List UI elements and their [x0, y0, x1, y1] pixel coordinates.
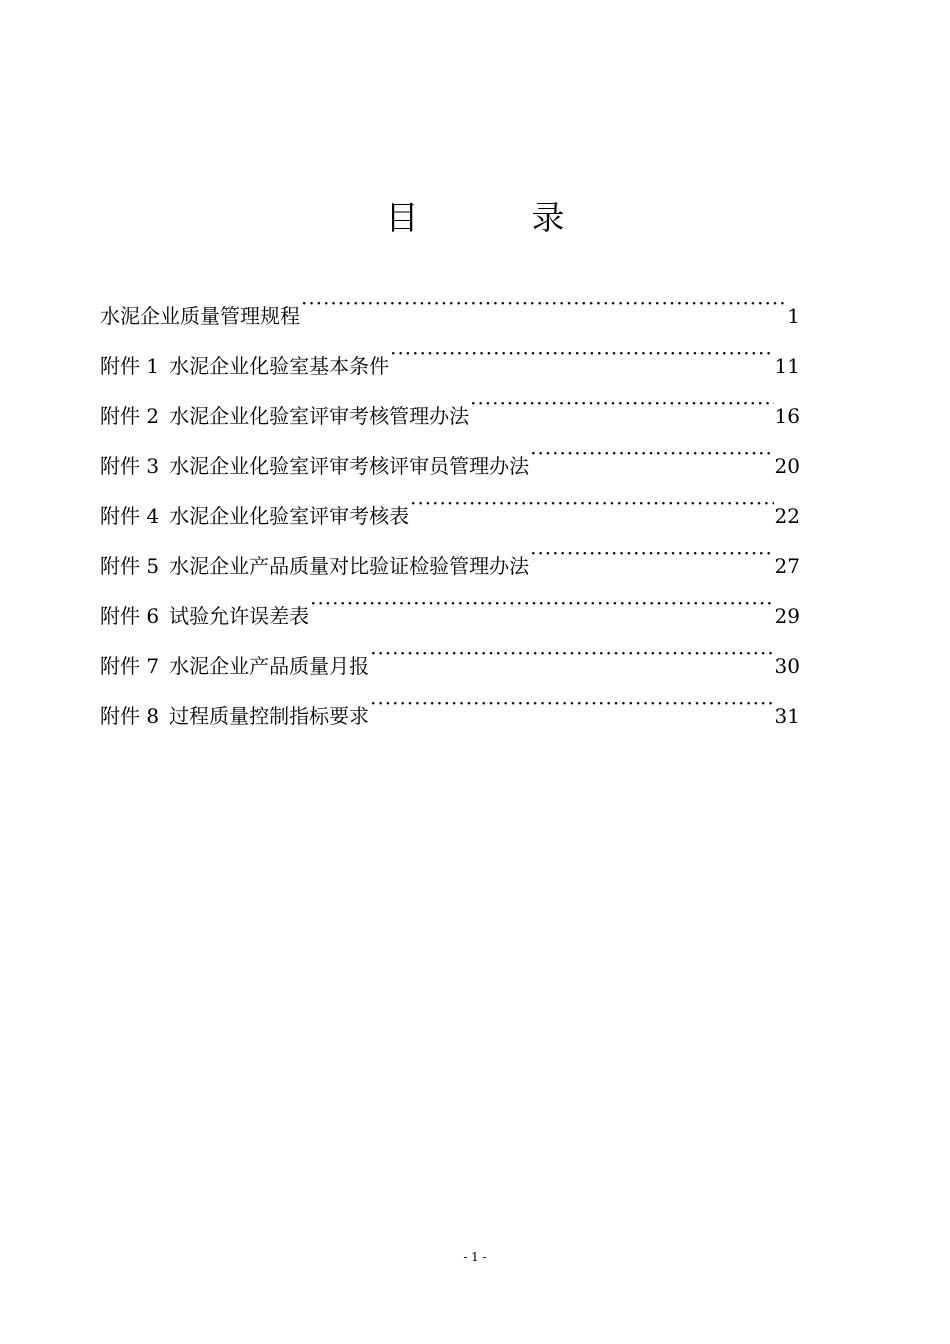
toc-leader-dots [310, 583, 773, 623]
toc-entry-title: 水泥企业质量管理规程 [100, 304, 300, 328]
toc-entry-prefix: 附件 8 [100, 704, 160, 728]
toc-entry-title: 水泥企业化验室评审考核管理办法 [169, 404, 470, 428]
toc-entry-title: 水泥企业产品质量对比验证检验管理办法 [169, 554, 530, 578]
toc-entry-prefix: 附件 7 [100, 654, 160, 678]
page-title: 目 录 [385, 198, 605, 237]
toc-leader-dots [370, 633, 773, 673]
toc-entry-annex-4[interactable] [100, 483, 800, 533]
toc-page-number: 1 [787, 304, 800, 328]
toc-page-number: 27 [774, 554, 800, 578]
toc-page-number: 29 [774, 604, 800, 628]
toc-entry-prefix: 附件 1 [100, 354, 160, 378]
page-number-footer: - 1 - [463, 1250, 487, 1264]
toc-entry-title: 水泥企业化验室评审考核评审员管理办法 [169, 454, 530, 478]
toc-entry-annex-3[interactable] [100, 433, 800, 483]
toc-leader-dots [530, 433, 773, 473]
toc-entry-annex-8[interactable] [100, 683, 800, 733]
toc-entry-prefix: 附件 5 [100, 554, 160, 578]
toc-page-number: 16 [774, 404, 800, 428]
toc-page-number: 30 [774, 654, 800, 678]
toc-leader-dots [390, 333, 773, 373]
toc-leader-dots [370, 683, 773, 723]
toc-entry-annex-6[interactable] [100, 583, 800, 633]
toc-entry-annex-2[interactable] [100, 383, 800, 433]
toc-entry-annex-1[interactable] [100, 333, 800, 383]
toc-entry-prefix: 附件 4 [100, 504, 160, 528]
toc-entry-prefix: 附件 6 [100, 604, 160, 628]
toc-page-number: 31 [774, 704, 800, 728]
toc-entry-title: 水泥企业化验室评审考核表 [169, 504, 410, 528]
toc-page-number: 11 [774, 354, 800, 378]
table-of-contents [100, 283, 800, 733]
toc-leader-dots [301, 283, 786, 323]
toc-entry-title: 水泥企业产品质量月报 [169, 654, 370, 678]
toc-entry-title: 过程质量控制指标要求 [169, 704, 370, 728]
toc-page-number: 20 [774, 454, 800, 478]
toc-entry-prefix: 附件 3 [100, 454, 160, 478]
toc-entry-title: 水泥企业化验室基本条件 [169, 354, 390, 378]
toc-leader-dots [410, 483, 773, 523]
toc-entry-main[interactable] [100, 283, 800, 333]
toc-entry-annex-5[interactable] [100, 533, 800, 583]
toc-entry-title: 试验允许误差表 [169, 604, 310, 628]
toc-leader-dots [530, 533, 773, 573]
toc-entry-annex-7[interactable] [100, 633, 800, 683]
toc-leader-dots [470, 383, 773, 423]
toc-page-number: 22 [774, 504, 800, 528]
toc-entry-prefix: 附件 2 [100, 404, 160, 428]
